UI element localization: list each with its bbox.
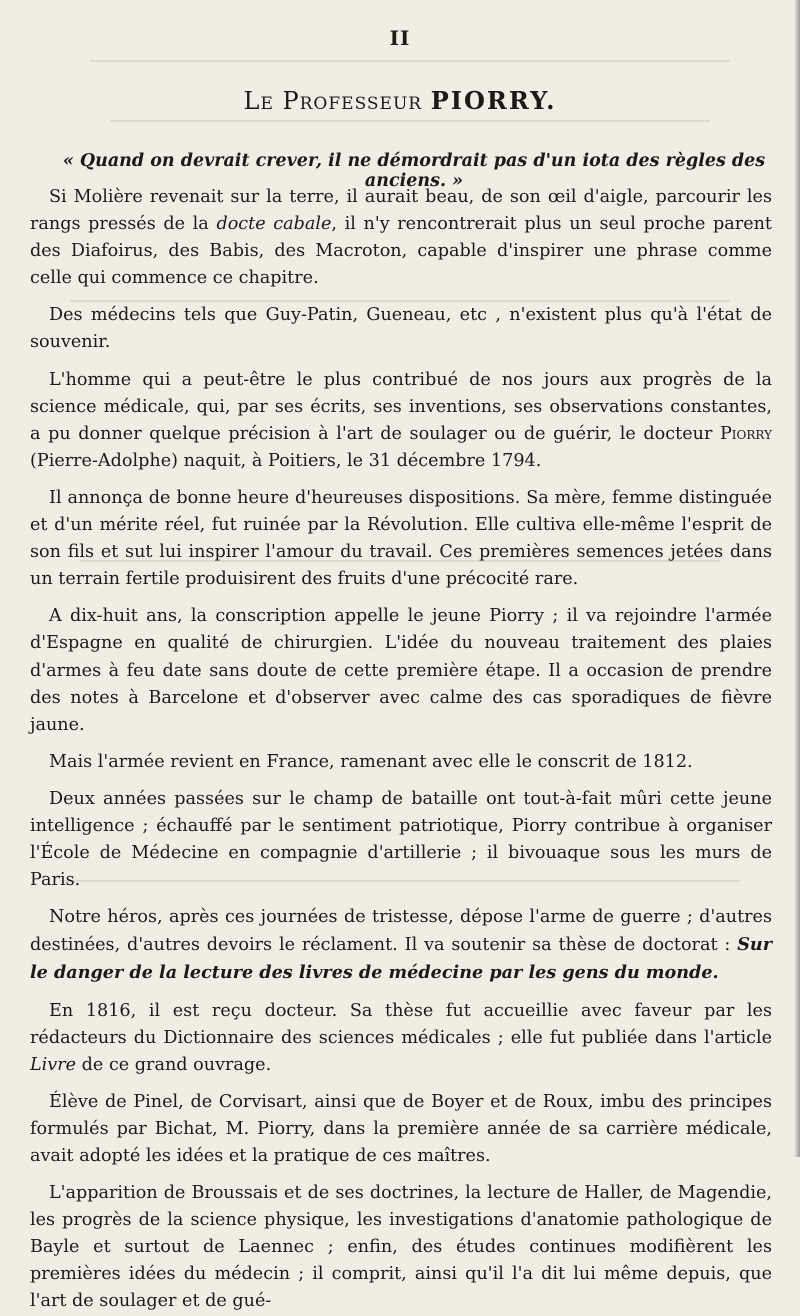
paragraph: Il annonça de bonne heure d'heureuses dispositions. Sa mère, femme distinguée et d'un mérite réel, fut ruinée par la Révolution. Elle cultiva elle-même l'esprit de son fils et sut lui inspirer l'amour du travail. Ces premières semences jetées dans un terrain fertile produisirent des fruits d'une précocité rare. (30, 487, 772, 590)
paragraph (30, 367, 772, 475)
text-run: Si Molière revenait sur la terre, il aurait beau, de son œil d'aigle, parcourir les rangs pressés de la (30, 187, 772, 235)
paragraph: Mais l'armée revient en France, ramenant avec elle le conscrit de 1812. (49, 751, 693, 772)
text-run: L'homme qui a peut-être le plus contribué de nos jours aux progrès de la science médicale, qui, par ses écrits, ses inventions, ses observations constantes, a pu donner quelque précision à l'art de soulager ou de guérir, le docteur (30, 369, 772, 444)
text-run: En 1816, il est reçu docteur. Sa thèse fut accueillie avec faveur par les rédacteurs du Dictionnaire des sciences médicales ; elle fut publiée dans l'article (30, 1000, 772, 1048)
italic-phrase: docte cabale (216, 214, 332, 235)
text-run: (Pierre-Adolphe) naquit, à Poitiers, le 31 décembre 1794. (30, 450, 542, 471)
body-text (30, 184, 772, 1316)
paragraph: Des médecins tels que Guy-Patin, Gueneau, etc , n'existent plus qu'à l'état de souvenir. (30, 305, 772, 353)
paragraph (30, 904, 772, 987)
paragraph (30, 998, 772, 1079)
paragraph: Élève de Pinel, de Corvisart, ainsi que de Boyer et de Roux, imbu des principes formulés par Bichat, M. Piorry, dans la première année de sa carrière médicale, avait adopté les idées et la pratique de ces maîtres. (30, 1091, 772, 1166)
italic-word: Livre (30, 1054, 77, 1075)
italic-thesis-title: Sur le danger de la lecture des livres de médecine par les gens du monde. (30, 934, 772, 984)
page-edge-shadow (794, 0, 800, 1157)
chapter-title-name: PIORRY. (430, 86, 557, 115)
paragraph (30, 184, 772, 292)
paragraph: Deux années passées sur le champ de bataille ont tout-à-fait mûri cette jeune intelligence ; échauffé par le sentiment patriotique, Piorry contribue à organiser l'École de Médecine en compagnie d'artillerie ; il bivouaque sous les murs de Paris. (30, 788, 772, 891)
text-run: , il n'y rencontrerait plus un seul proche parent des Diafoirus, des Babis, des Macroton, capable d'inspirer une phrase comme celle qui commence ce chapitre. (30, 214, 773, 289)
text-run: de ce grand ouvrage. (76, 1054, 272, 1075)
paragraph: A dix-huit ans, la conscription appelle le jeune Piorry ; il va rejoindre l'armée d'Espagne en qualité de chirurgien. L'idée du nouveau traitement des plaies d'armes à feu date sans doute de cette première étape. Il a occasion de prendre des notes à Barcelone et d'observer avec calme des cas sporadiques de fièvre jaune. (30, 606, 772, 735)
paragraph: L'apparition de Broussais et de ses doctrines, la lecture de Haller, de Magendie, les progrès de la science physique, les investigations d'anatomie pathologique de Bayle et surtout de Laennec ; enfin, des études continues modifièrent les premières idées du médecin ; il comprit, ainsi qu'il l'a dit lui même depuis, que l'art de soulager et de gué- (30, 1183, 772, 1312)
epigraph-quote: « Quand on devrait crever, il ne démordrait pas d'un iota des règles des anciens. » (62, 151, 766, 191)
page-number: II (389, 26, 411, 50)
small-caps-name: Piorry (719, 423, 772, 444)
text-run: Notre héros, après ces journées de tristesse, dépose l'arme de guerre ; d'autres destinées, d'autres devoirs le réclament. Il va soutenir sa thèse de doctorat : (30, 907, 772, 956)
chapter-title-prefix: Le Professeur (243, 87, 423, 115)
chapter-title (0, 86, 800, 115)
